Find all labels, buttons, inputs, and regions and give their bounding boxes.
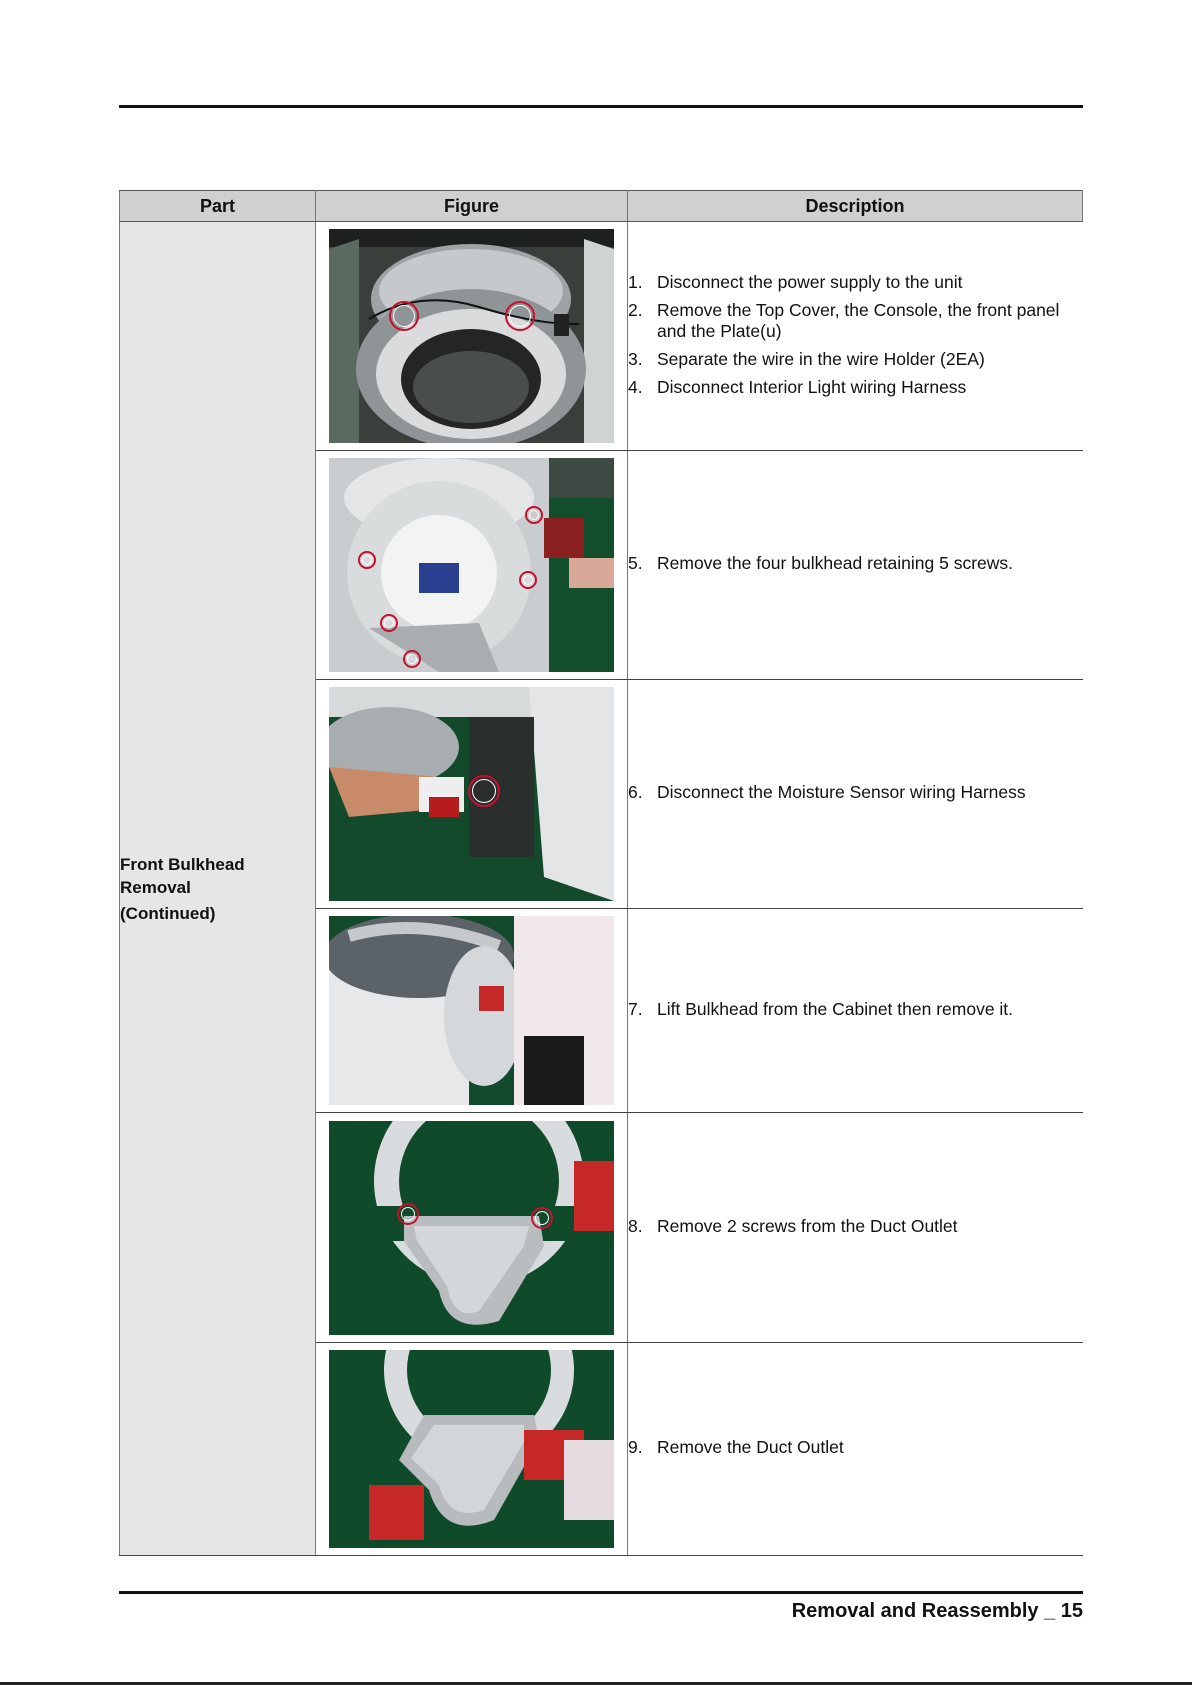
screw-marker-icon [380,614,398,632]
screw-marker-icon [358,551,376,569]
step-number: 7. [628,998,643,1019]
screw-marker-icon [505,301,535,331]
step-item [628,782,1083,803]
step-number: 1. [628,271,643,292]
description-cell [628,222,1083,451]
figure-photo [329,1350,614,1548]
figure-photo [329,1121,614,1335]
step-number: 6. [628,782,643,802]
step-list [628,782,1083,803]
header-figure: Figure [316,191,628,222]
step-text: Remove the four bulkhead retaining 5 screws. [657,553,1014,573]
figure-cell [316,451,628,680]
step-text: Lift Bulkhead from the Cabinet then remove it. [657,998,1014,1019]
figure-photo [329,916,614,1105]
step-number: 4. [628,376,643,397]
step-item [628,1437,1083,1458]
screw-marker-icon [397,1203,419,1225]
step-text: Disconnect the power supply to the unit [657,271,963,292]
part-name-line2: Removal [120,877,191,897]
header-part: Part [120,191,316,222]
figure-cell [316,1343,628,1556]
part-name-line3: (Continued) [120,903,216,923]
step-list [628,1216,1083,1237]
figure-cell [316,909,628,1113]
description-cell [628,1113,1083,1343]
figure-cell [316,1113,628,1343]
step-text: Remove 2 screws from the Duct Outlet [657,1215,958,1236]
screw-marker-icon [519,571,537,589]
description-cell [628,909,1083,1113]
description-cell [628,451,1083,680]
step-text: Disconnect the Moisture Sensor wiring Harness [657,782,1026,802]
step-item [628,553,1083,574]
figure-photo [329,458,614,672]
step-item [628,999,1083,1020]
step-number: 2. [628,299,643,320]
step-number: 5. [628,553,643,573]
step-list [628,1437,1083,1458]
step-text: Remove the Duct Outlet [657,1437,844,1457]
page-footer: Removal and Reassembly _ 15 [791,1600,1083,1622]
step-text: Separate the wire in the wire Holder (2EA) [657,348,985,369]
figure-photo [329,687,614,901]
step-number: 8. [628,1215,643,1236]
step-text: Disconnect Interior Light wiring Harness [657,376,967,397]
screw-marker-icon [531,1207,553,1229]
screw-marker-icon [525,506,543,524]
step-list [628,272,1083,398]
screw-marker-icon [389,301,419,331]
description-cell [628,680,1083,909]
top-rule [119,105,1083,108]
step-item [628,377,1083,398]
figure-photo [329,229,614,443]
step-item [628,349,1083,370]
step-item [628,1216,1083,1237]
step-item [628,272,1083,293]
table-header-row [120,191,1083,222]
table-row [120,222,1083,451]
step-item [628,300,1083,342]
part-cell [120,222,316,1556]
header-description: Description [628,191,1083,222]
screw-marker-icon [403,650,421,668]
description-cell [628,1343,1083,1556]
parts-table [119,190,1083,1556]
step-list [628,553,1083,574]
step-text: Remove the Top Cover, the Console, the front panel and the Plate(u) [657,299,1060,341]
step-number: 9. [628,1437,643,1457]
step-list [628,999,1083,1020]
screw-marker-icon [468,775,500,807]
figure-cell [316,680,628,909]
figure-cell [316,222,628,451]
part-name-line1: Front Bulkhead [120,854,245,874]
bottom-rule [119,1591,1083,1594]
step-number: 3. [628,348,643,369]
